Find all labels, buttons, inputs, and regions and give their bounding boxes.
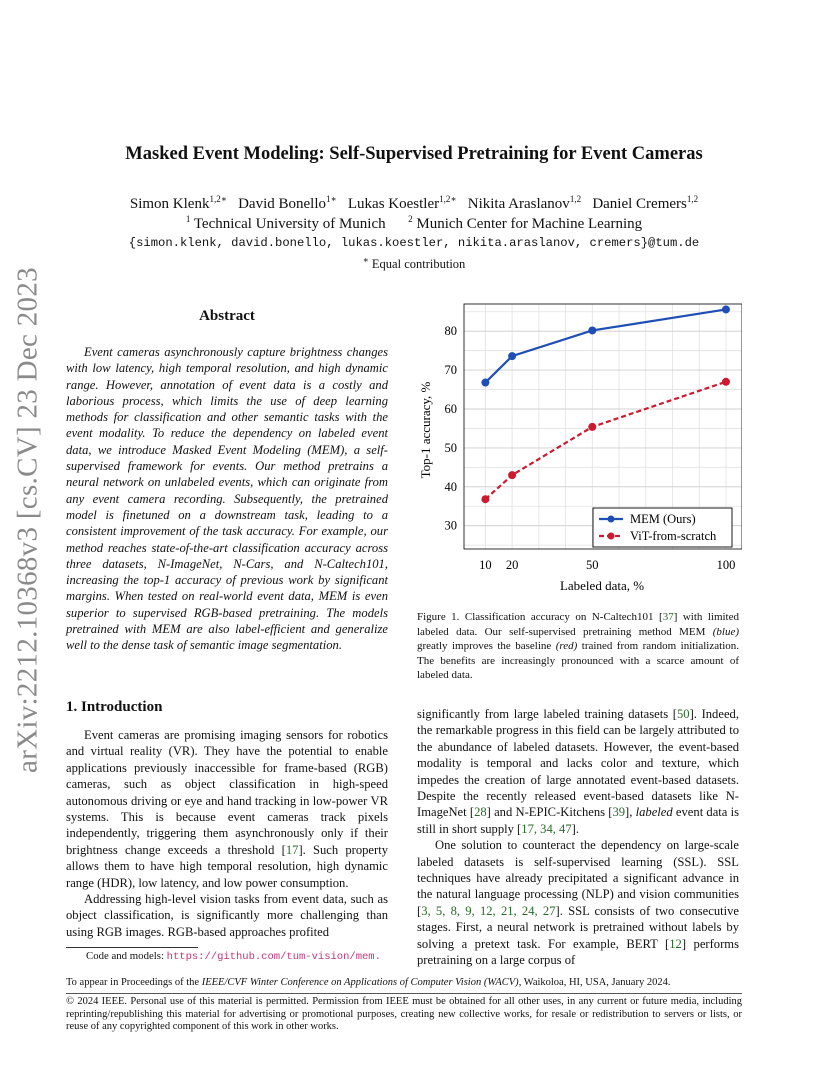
arxiv-identifier: arXiv:2212.10368v3 [cs.CV] 23 Dec 2023 — [11, 267, 44, 773]
author: Lukas Koestler$^{1,2∗}$ — [347, 194, 457, 212]
x-tick-label: 20 — [505, 558, 519, 572]
footnote-divider — [66, 947, 198, 948]
series-line — [485, 382, 726, 499]
abstract-text: Event cameras asynchronously capture brightness changes with low latency, high temporal resolution, and high dynamic range. However, annotation of event data is a costly and laborious process, which limits the use of deep learning methods for classification and other semantic tasks with the event modality. To reduce the dependency on labeled event data, we introduce Masked Event Modeling (MEM), a self-supervised framework for events. Our method pretrains a neural network on unlabeled events, which can originate from any event camera recording. Subsequently, the pretrained model is finetuned on a downstream task, leading to a consistent improvement of the task accuracy. For example, our method reaches state-of-the-art classification accuracy across three datasets, N-ImageNet, N-Cars, and N-Caltech101, increasing the top-1 accuracy of previous work by significant margins. When tested on real-world event data, MEM is even superior to supervised RGB-based pretraining. The models pretrained with MEM are also label-efficient and generalize well to the dense task of semantic image segmentation. — [66, 345, 388, 653]
author-emails: {simon.klenk, david.bonello, lukas.koestler, nikita.araslanov, cremers}@tum.de — [128, 236, 700, 250]
affiliations: $^1$ Technical University of Munich $^2$ Munich Center for Machine Learning — [185, 214, 643, 232]
x-tick-label: 50 — [586, 558, 599, 572]
data-point — [481, 379, 489, 387]
series-lines — [485, 309, 726, 499]
citation-link[interactable]: 39 — [612, 805, 626, 820]
citation-link[interactable]: 28 — [474, 805, 487, 820]
paragraph: significantly from large labeled training datasets [50]. Indeed, the remarkable progress in this field can be largely attributed to the abundance of labeled datasets. However, the event-based modality is temporal and lacks color and texture, which impedes the creation of large annotated event-based datasets. Despite the recently released event-based datasets like N-ImageNet [28] and N-EPIC-Kitchens [39], labeled event data is still in short supply [17, 34, 47]. — [417, 707, 740, 836]
paragraph: Event cameras are promising imaging sensors for robotics and virtual reality (VR). They have the potential to enable applications previously inaccessible for frame-based (RGB) cameras, such as object classification in high-speed autonomous driving or eye and hand tracking in low-power VR systems. This is because event cameras track pixels independently, triggering them asynchronously only if their brightness change exceeds a threshold [17]. Such property allows them to have high temporal resolution, high dynamic range (HDR), low latency, and low power consumption. — [66, 728, 388, 890]
series-line — [485, 309, 726, 382]
citation-link[interactable]: 37 — [662, 611, 674, 623]
intro-right-column — [417, 706, 739, 969]
legend-label: ViT-from-scratch — [630, 529, 717, 543]
section-heading: 1. Introduction — [66, 699, 163, 715]
legend-swatch-marker — [608, 516, 615, 523]
x-axis-label: Labeled data, % — [559, 578, 645, 593]
paragraph: One solution to counteract the dependency on large-scale labeled datasets is self-supervised learning (SSL). SSL techniques have already precipitated a significant advance in the natural language processing (NLP) and vision communities [3, 5, 8, 9, 12, 21, 24, 27]. SSL consists of two consecutive stages. First, a neural network is pretrained without labels by solving a pretext task. For example, BERT [12] performs pretraining on a large corpus of — [417, 838, 739, 968]
affiliation: Munich Center for Machine Learning — [416, 216, 643, 232]
citation-link[interactable]: 17 — [285, 842, 299, 857]
series-points — [481, 305, 730, 503]
data-point — [588, 423, 596, 431]
legend-swatch-marker — [608, 533, 615, 540]
copyright-notice: © 2024 IEEE. Personal use of this material is permitted. Permission from IEEE must be obtained for all other uses, in any current or future media, including reprinting/republishing this material for advertising or promotional purposes, creating new collective works, for resale or redistribution to servers or lists, or reuse of any copyrighted component of this work in other works. — [66, 996, 742, 1033]
y-tick-label: 50 — [444, 440, 457, 455]
footer-divider — [66, 993, 742, 994]
paragraph: Addressing high-level vision tasks from event data, such as object classification, is significantly more challenging than using RGB images. RGB-based approaches profited — [66, 892, 388, 939]
abstract-heading: Abstract — [199, 308, 255, 324]
citation-link[interactable]: 50 — [676, 707, 690, 721]
legend-label: MEM (Ours) — [630, 512, 696, 526]
intro-left-column — [66, 727, 388, 940]
y-tick-label: 70 — [444, 363, 457, 378]
y-axis-label: Top-1 accuracy, % — [418, 381, 433, 479]
citation-link[interactable]: 17, 34, 47 — [521, 821, 572, 836]
y-tick-labels — [445, 324, 458, 532]
data-point — [722, 305, 730, 313]
data-point — [508, 471, 516, 479]
equal-contribution-note: ∗ Equal contribution — [362, 255, 466, 272]
paper-title: Masked Event Modeling: Self-Supervised Pretraining for Event Cameras — [125, 144, 703, 164]
x-tick-labels — [479, 558, 735, 572]
data-point — [722, 378, 730, 386]
data-point — [481, 495, 489, 503]
chart-legend — [593, 508, 732, 547]
x-tick-label: 100 — [716, 558, 736, 572]
accuracy-chart — [412, 296, 742, 596]
data-point — [508, 352, 516, 360]
citation-link[interactable]: 3, 5, 8, 9, 12, 21, 24, 27 — [421, 903, 556, 918]
y-tick-label: 80 — [444, 324, 457, 339]
figure-caption: Figure 1. Classification accuracy on N-Caltech101 [37] with limited labeled data. Our self-supervised pretraining method MEM (blue) greatly improves the baseline (red) trained from random initialization. The benefits are increasingly pronounced with a scarce amount of labeled data. — [417, 611, 739, 682]
footnote: Code and models: https://github.com/tum-vision/mem. — [86, 950, 381, 963]
publication-note: To appear in Proceedings of the IEEE/CVF Winter Conference on Applications of Computer Vision (WACV), Waikoloa, HI, USA, January 2024. — [66, 977, 671, 988]
author: Nikita Araslanov$^{1,2}$ — [467, 194, 582, 212]
author-list — [0, 194, 828, 213]
y-tick-label: 30 — [444, 518, 457, 533]
author: Daniel Cremers$^{1,2}$ — [592, 194, 699, 212]
x-tick-label: 10 — [479, 558, 492, 572]
affiliation: Technical University of Munich — [193, 216, 386, 232]
author: David Bonello$^{1∗}$ — [238, 194, 337, 212]
citation-link[interactable]: 12 — [669, 936, 682, 951]
y-tick-label: 40 — [444, 479, 457, 494]
author: Simon Klenk$^{1,2∗}$ — [129, 194, 227, 212]
code-url-link[interactable]: https://github.com/tum-vision/mem. — [166, 951, 381, 963]
y-tick-label: 60 — [444, 402, 457, 416]
data-point — [588, 326, 596, 334]
